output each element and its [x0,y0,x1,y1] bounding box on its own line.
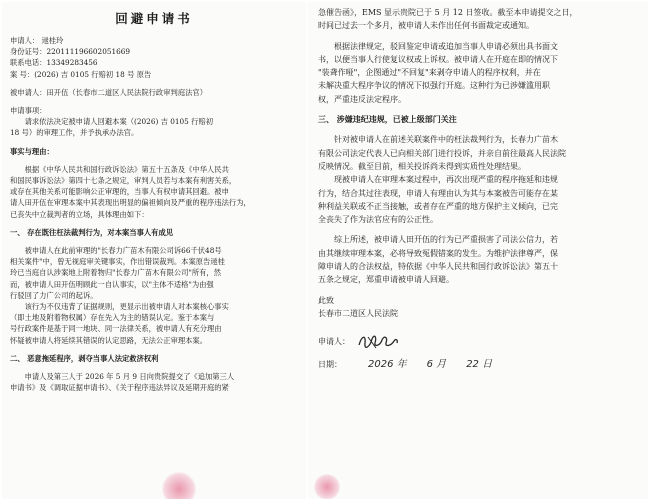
section3-line: 针对被申请人在前述关联案件中的枉法裁判行为，长春力广苗木 [334,135,558,145]
court-name: 长春市二道区人民法院 [318,308,398,318]
page-left [2,2,306,499]
applicant-id: 身份证号：220111196602051669 [10,47,131,57]
facts-line: 已丧失中立裁判者的立场，具体理由如下： [10,209,149,219]
section1-line: 被申请人在此前审理的"长春力广苗木有限公司诉66千伏48号 [24,246,222,256]
applicant-name: 申请人： 逯桂玲 [10,36,64,45]
applicant-phone: 联系电话：13349283456 [10,58,98,68]
facts-line: 根据《中华人民共和国行政诉讼法》第五十五条及《中华人民共 [24,164,229,174]
section3-line: 反映情况。截至目前，相关投诉尚未得到实质性处理结果。 [318,161,526,171]
para1-line: 未解决重大程序争议的情况下拟强行开庭。这种行为已涉嫌滥用职 [318,81,550,91]
section2-line: 申请人及第三人于 2026 年 5 月 9 日向贵院提交了《追加第三人 [24,372,235,382]
matters-line: 18 号）的审理工作，并予执承办法官。 [10,128,139,138]
conclusion-line: 由其继续审理本案，必将导致冤假错案的发生。为维护法律尊严，保 [318,248,558,258]
document-title: 回避申请书 [115,11,193,26]
respondent: 被申请人：田开伍（长春市二道区人民法院行政审判庭法官） [10,87,208,97]
matters-line: 请求依法决定被申请人回避本案（(2026) 吉 0105 行赔初 [24,117,214,127]
section1-line: 而，被申请人田开伍明顾此一自认事实，以"主体不适格"为由强 [10,279,214,289]
section1-line: 怀疑被申请人将延续其错误的认定思路，无法公正审理本案。 [10,335,208,345]
signer-label: 申请人： [318,336,350,346]
section3-line: 全丧失了作为法官应有的公正性。 [318,215,438,225]
conclusion-line: 五条之规定，郑重申请被申请人回避。 [318,275,454,285]
intro-line: 时间已过去一个多月，被申请人未作出任何书面裁定或通知。 [318,21,534,31]
closing-salutation: 此致 [318,295,334,305]
conclusion-line: 障申请人的合法权益，特依据《中华人民共和国行政诉讼法》第五十 [318,262,558,272]
section1-line: 该行为不仅违背了证据规则，更显示出被申请人对本案核心事实 [24,302,229,312]
section1-line: 号行政案件是基于同一地块、同一法律关系，被申请人有充分理由 [10,324,222,334]
date-month: 6 月 [426,359,447,371]
section2-line: 申请书》及《调取证据申请书》、《关于程序违法异议及延期开庭的紧 [10,383,229,393]
para1-line: 根据法律规定，驳回鉴定申请或追加当事人申请必须出具书面文 [334,41,558,51]
date-day: 22 日 [466,359,493,371]
section3-line: 现被申请人在审理本案过程中，再次出现严重的程序拖延和违规 [334,175,558,185]
para1-line: 书，以便当事人行使复议权或上诉权。被申请人在开庭在即的情况下 [318,54,558,64]
handwritten-signature [356,331,400,351]
para1-line: "装聋作哑"，企图通过"不回复"来剥夺申请人的程序权利，并在 [318,68,541,78]
section1-line: 行驳回了力广公司的起诉。 [10,290,98,300]
section3-line: 行为，结合其过往表现，申请人有理由认为其与本案被告可能存在某 [318,188,558,198]
facts-line: 和国民事诉讼法》第四十七条之规定，审判人员若与本案有利害关系， [10,176,237,186]
para1-line: 权，严重违反法定程序。 [318,94,406,104]
date-label: 日期： [318,360,342,370]
page-right [308,2,648,499]
section1-line: 相关案件"中，曾无视庭审关键事实，作出错误裁判。本案原告逯桂 [10,257,225,267]
section2-heading: 二、 恶意拖延程序，剥夺当事人法定救济权利 [10,353,159,363]
section3-line: 种利益关联或不正当接触，或者存在严重的地方保护主义倾向，已完 [318,201,558,211]
section1-line: 玲已当庭自认涉案地上附着物归"长春力广苗木有限公司"所有，然 [10,268,222,278]
case-number: 案 号：(2026) 吉 0105 行赔初 18 号 原告 [10,69,152,79]
section1-heading: 一、 存在既往枉法裁判行为，对本案当事人有成见 [10,227,174,237]
conclusion-line: 综上所述，被申请人田开伍的行为已严重损害了司法公信力，若 [334,235,558,245]
section1-line: （即土地及附着物权属）存在先入为主的错误认定。鉴于本案与 [10,313,215,323]
date-year: 2026 年 [368,359,407,371]
section3-heading: 三、 涉嫌违纪违规，已被上级部门关注 [318,114,457,125]
facts-line: 请人田开伍在审理本案中其表现出明显的偏袒倾向及严重的程序违法行为， [10,198,251,208]
section3-line: 有限公司法定代表人已向相关部门进行投诉，并亲自前往最高人民法院 [318,148,566,158]
intro-line: 急催告函》，EMS 显示贵院已于 5 月 12 日签收。截至本申请提交之日， [318,8,578,17]
matters-heading: 申请事项： [10,106,47,116]
facts-heading: 事实与理由： [10,146,54,156]
facts-line: 或存在其他关系可能影响公正审理的，当事人有权申请其回避。被申 [10,187,229,197]
seal-stamp [314,474,340,499]
seal-stamp [162,472,196,499]
